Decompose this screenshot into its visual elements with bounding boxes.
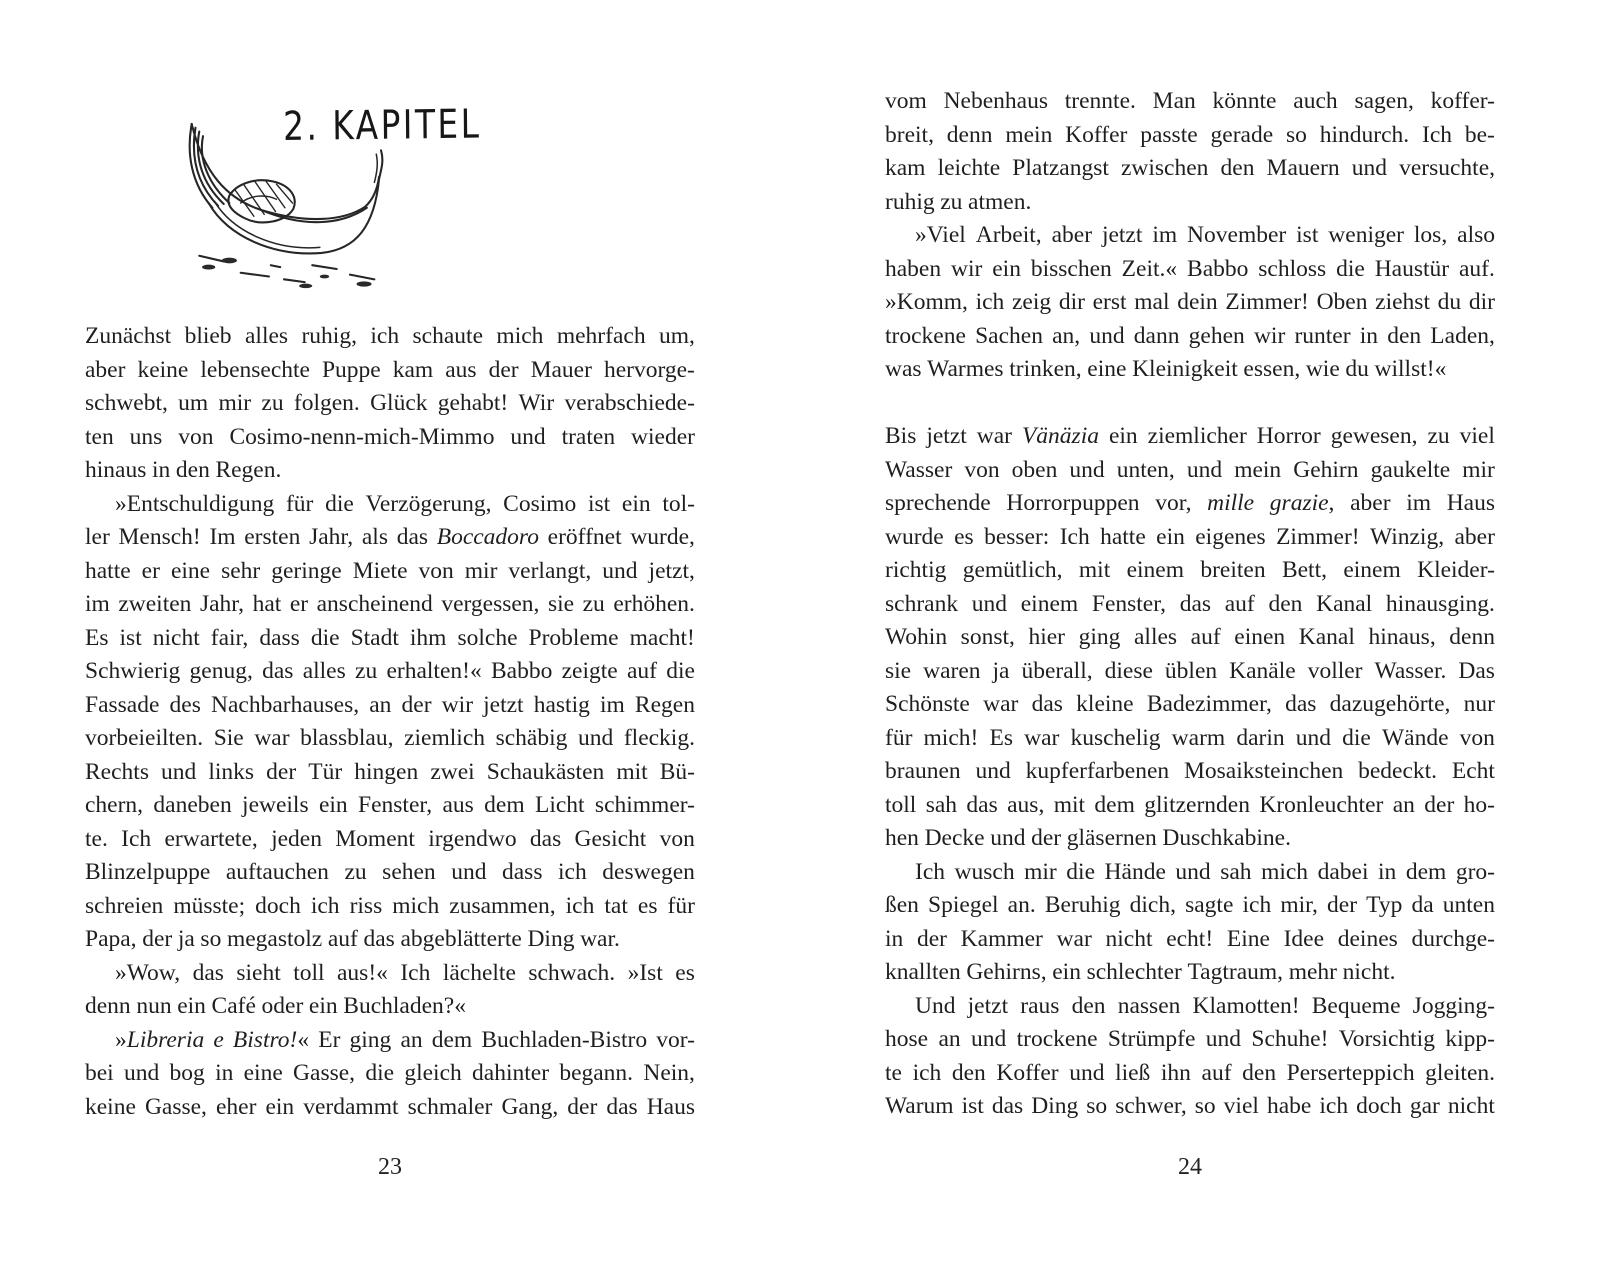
- text-line: im zweiten Jahr, hat er anscheinend vergessen, sie zu erhöhen.: [85, 591, 695, 617]
- text-line: »Komm, ich zeig dir erst mal dein Zimmer! Oben ziehst du dir: [885, 289, 1495, 315]
- page-right: [800, 0, 1600, 1274]
- text-line: Papa, der ja so megastolz auf das abgeblätterte Ding war.: [85, 926, 620, 952]
- right-page-text: [885, 85, 1495, 1124]
- text-line: Rechts und links der Tür hingen zwei Schaukästen mit Bü-: [85, 758, 695, 785]
- text-line: Blinzelpuppe auftauchen zu sehen und dass ich deswegen: [85, 859, 695, 885]
- text-line: hinaus in den Regen.: [85, 457, 282, 483]
- text-line: ler Mensch! Im ersten Jahr, als das Boccadoro eröffnet wurde,: [85, 524, 695, 550]
- text-line: »Libreria e Bistro!« Er ging an dem Buchladen-Bistro vor-: [115, 1026, 695, 1053]
- text-line: richtig gemütlich, mit einem breiten Bett, einem Kleider-: [885, 557, 1495, 583]
- chapter-illustration-area: [85, 96, 695, 296]
- text-line: Bis jetzt war Vänäzia ein ziemlicher Horror gewesen, zu viel: [885, 423, 1495, 449]
- text-line: sprechende Horrorpuppen vor, mille grazie, aber im Haus: [885, 490, 1495, 516]
- text-line: Ich wusch mir die Hände und sah mich dabei in dem gro-: [915, 858, 1495, 885]
- chapter-heading: 2. KAPITEL: [283, 101, 482, 150]
- text-line: kam leichte Platzangst zwischen den Mauern und versuchte,: [885, 155, 1495, 181]
- text-line: te ich den Koffer und ließ ihn auf den Perserteppich gleiten.: [885, 1059, 1495, 1086]
- text-line: vom Nebenhaus trennte. Man könnte auch sagen, koffer-: [885, 88, 1495, 114]
- text-line: trockene Sachen an, und dann gehen wir runter in den Laden,: [885, 322, 1495, 349]
- text-line: vorbeieilten. Sie war blassblau, ziemlich schäbig und fleckig.: [85, 725, 695, 751]
- text-line: »Viel Arbeit, aber jetzt im November ist weniger los, also: [915, 222, 1495, 248]
- text-line: in der Kammer war nicht echt! Eine Idee deines durchge-: [885, 925, 1495, 952]
- text-line: toll sah das aus, mit dem glitzernden Kronleuchter an der ho-: [885, 791, 1495, 818]
- page-number-left: 23: [378, 1154, 402, 1180]
- text-line: haben wir ein bisschen Zeit.« Babbo schloss die Haustür auf.: [885, 255, 1495, 282]
- text-line: »Wow, das sieht toll aus!« Ich lächelte schwach. »Ist es: [115, 959, 695, 986]
- text-line: schrank und einem Fenster, das auf den Kanal hinausging.: [885, 590, 1495, 617]
- text-line: ruhig zu atmen.: [885, 188, 1032, 215]
- text-line: schwebt, um mir zu folgen. Glück gehabt! Wir verabschiede-: [85, 390, 695, 416]
- text-line: was Warmes trinken, eine Kleinigkeit essen, wie du willst!«: [885, 356, 1447, 382]
- page-number-right: 24: [1178, 1154, 1202, 1180]
- text-line: Es ist nicht fair, dass die Stadt ihm solche Probleme macht!: [85, 624, 695, 651]
- text-line: Schwierig genug, das alles zu erhalten!« Babbo zeigte auf die: [85, 658, 695, 684]
- text-line: schreien müsste; doch ich riss mich zusammen, ich tat es für: [85, 892, 695, 919]
- text-line: denn nun ein Café oder ein Buchladen?«: [85, 993, 466, 1019]
- text-line: bei und bog in eine Gasse, die gleich dahinter begann. Nein,: [85, 1060, 695, 1086]
- text-line: Warum ist das Ding so schwer, so viel habe ich doch gar nicht: [885, 1093, 1495, 1119]
- text-line: knallten Gehirns, ein schlechter Tagtraum, mehr nicht.: [885, 959, 1396, 985]
- text-line: aber keine lebensechte Puppe kam aus der Mauer hervorge-: [85, 356, 695, 383]
- gondola-illustration: [171, 116, 397, 292]
- text-line: ßen Spiegel an. Beruhig dich, sagte ich mir, der Typ da unten: [885, 892, 1495, 918]
- text-line: Zunächst blieb alles ruhig, ich schaute mich mehrfach um,: [85, 323, 695, 349]
- text-line: hen Decke und der gläsernen Duschkabine.: [885, 825, 1291, 851]
- text-line: braunen und kupferfarbenen Mosaiksteinchen bedeckt. Echt: [885, 758, 1495, 784]
- text-line: hatte er eine sehr geringe Miete von mir verlangt, und jetzt,: [85, 557, 695, 584]
- text-line: te. Ich erwartete, jeden Moment irgendwo das Gesicht von: [85, 825, 695, 852]
- text-line: Wohin sonst, hier ging alles auf einen Kanal hinaus, denn: [885, 624, 1495, 650]
- text-line: Und jetzt raus den nassen Klamotten! Bequeme Jogging-: [915, 992, 1495, 1019]
- text-line: ten uns von Cosimo-nenn-mich-Mimmo und traten wieder: [85, 423, 695, 450]
- text-line: breit, denn mein Koffer passte gerade so hindurch. Ich be-: [885, 121, 1495, 148]
- text-line: keine Gasse, eher ein verdammt schmaler Gang, der das Haus: [85, 1093, 695, 1120]
- text-line: Schönste war das kleine Badezimmer, das dazugehörte, nur: [885, 691, 1495, 717]
- left-page-text: [85, 320, 695, 1124]
- text-line: hose an und trockene Strümpfe und Schuhe! Vorsichtig kipp-: [885, 1026, 1495, 1052]
- text-line: für mich! Es war kuschelig warm darin und die Wände von: [885, 724, 1495, 751]
- text-line: wurde es besser: Ich hatte ein eigenes Zimmer! Winzig, aber: [885, 523, 1495, 550]
- text-line: sie waren ja überall, diese üblen Kanäle voller Wasser. Das: [885, 657, 1495, 684]
- text-line: Wasser von oben und unten, und mein Gehirn gaukelte mir: [885, 456, 1495, 483]
- text-line: chern, daneben jeweils ein Fenster, aus dem Licht schimmer-: [85, 792, 695, 818]
- text-line: Fassade des Nachbarhauses, an der wir jetzt hastig im Regen: [85, 691, 695, 718]
- text-line: »Entschuldigung für die Verzögerung, Cosimo ist ein tol-: [115, 490, 695, 517]
